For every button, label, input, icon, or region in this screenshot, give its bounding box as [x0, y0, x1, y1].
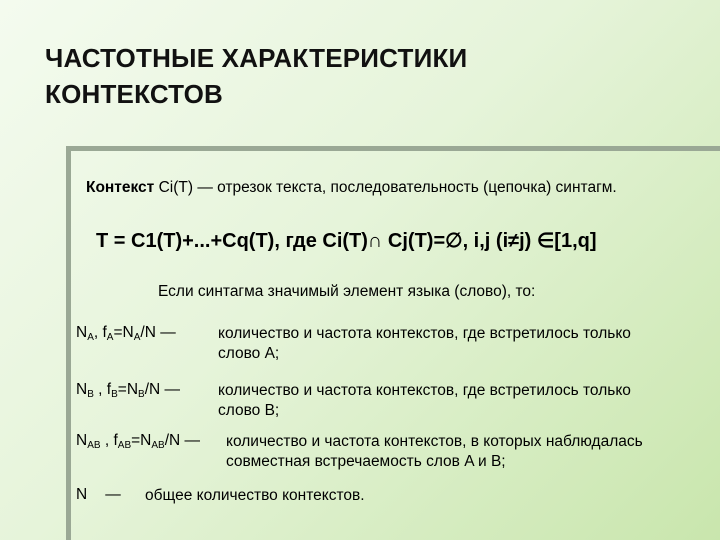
item-ab-eq: =N — [131, 432, 152, 449]
item-b-eq: =N — [117, 381, 139, 398]
item-b-n: N — [76, 381, 88, 398]
item-ab-desc-line-1: количество и частота контекстов, в которых наблюдалась — [226, 433, 643, 450]
item-a-n-sub: A — [87, 332, 94, 343]
item-a-desc-line-2: слово A; — [218, 345, 280, 362]
item-b-f-sub: B — [111, 389, 118, 400]
item-b-n-sub: B — [87, 389, 94, 400]
item-ab-description — [226, 432, 643, 472]
item-ab-tail: /N — — [164, 432, 201, 449]
item-n-desc-line-1: общее количество контекстов. — [145, 487, 365, 504]
item-n-tail: — — [105, 486, 121, 503]
item-a-tail: /N — — [140, 324, 176, 341]
title-line-1: ЧАСТОТНЫЕ ХАРАКТЕРИСТИКИ — [45, 43, 468, 73]
item-b-desc-line-2: слово B; — [218, 402, 280, 419]
item-b-eq-sub: B — [138, 389, 145, 400]
item-a-desc-line-1: количество и частота контекстов, где встретилось только — [218, 325, 631, 342]
syntagm-intro: Если синтагма значимый элемент языка (слово), то: — [158, 283, 536, 300]
definition-text: Ci(T) — отрезок текста, последовательность (цепочка) синтагм. — [154, 179, 617, 196]
title-line-2: КОНТЕКСТОВ — [45, 79, 223, 109]
item-a-description — [218, 324, 631, 364]
slide-title — [45, 40, 645, 112]
item-a-f-sub: A — [106, 332, 114, 343]
item-ab-term — [76, 432, 200, 450]
item-a-eq: =N — [113, 324, 134, 341]
item-b-tail: /N — — [144, 381, 181, 398]
item-a-term — [76, 324, 176, 342]
item-b-desc-line-1: количество и частота контекстов, где встретилось только — [218, 382, 631, 399]
definition-term: Контекст — [86, 179, 155, 196]
item-b-f: , f — [93, 381, 112, 398]
item-a-n: N — [76, 324, 88, 341]
item-ab-n-sub: AB — [87, 440, 101, 451]
item-b-term — [76, 381, 180, 399]
item-ab-n: N — [76, 432, 88, 449]
item-a-f: , f — [93, 324, 107, 341]
item-b-description — [218, 381, 631, 421]
context-definition — [86, 179, 617, 197]
item-n-description — [145, 486, 365, 506]
top-rule — [66, 146, 720, 151]
left-rule — [66, 146, 71, 540]
item-ab-f: , f — [100, 432, 118, 449]
item-ab-eq-sub: AB — [151, 440, 165, 451]
item-ab-desc-line-2: совместная встречаемость слов A и B; — [226, 453, 506, 470]
context-formula: T = C1(T)+...+Cq(T), где Ci(T)∩ Cj(T)=∅, i,j (i≠j) ∈[1,q] — [96, 230, 597, 252]
item-ab-f-sub: AB — [117, 440, 132, 451]
item-n-term — [76, 486, 121, 504]
item-n-n: N — [76, 486, 88, 503]
item-a-eq-sub: A — [133, 332, 141, 343]
